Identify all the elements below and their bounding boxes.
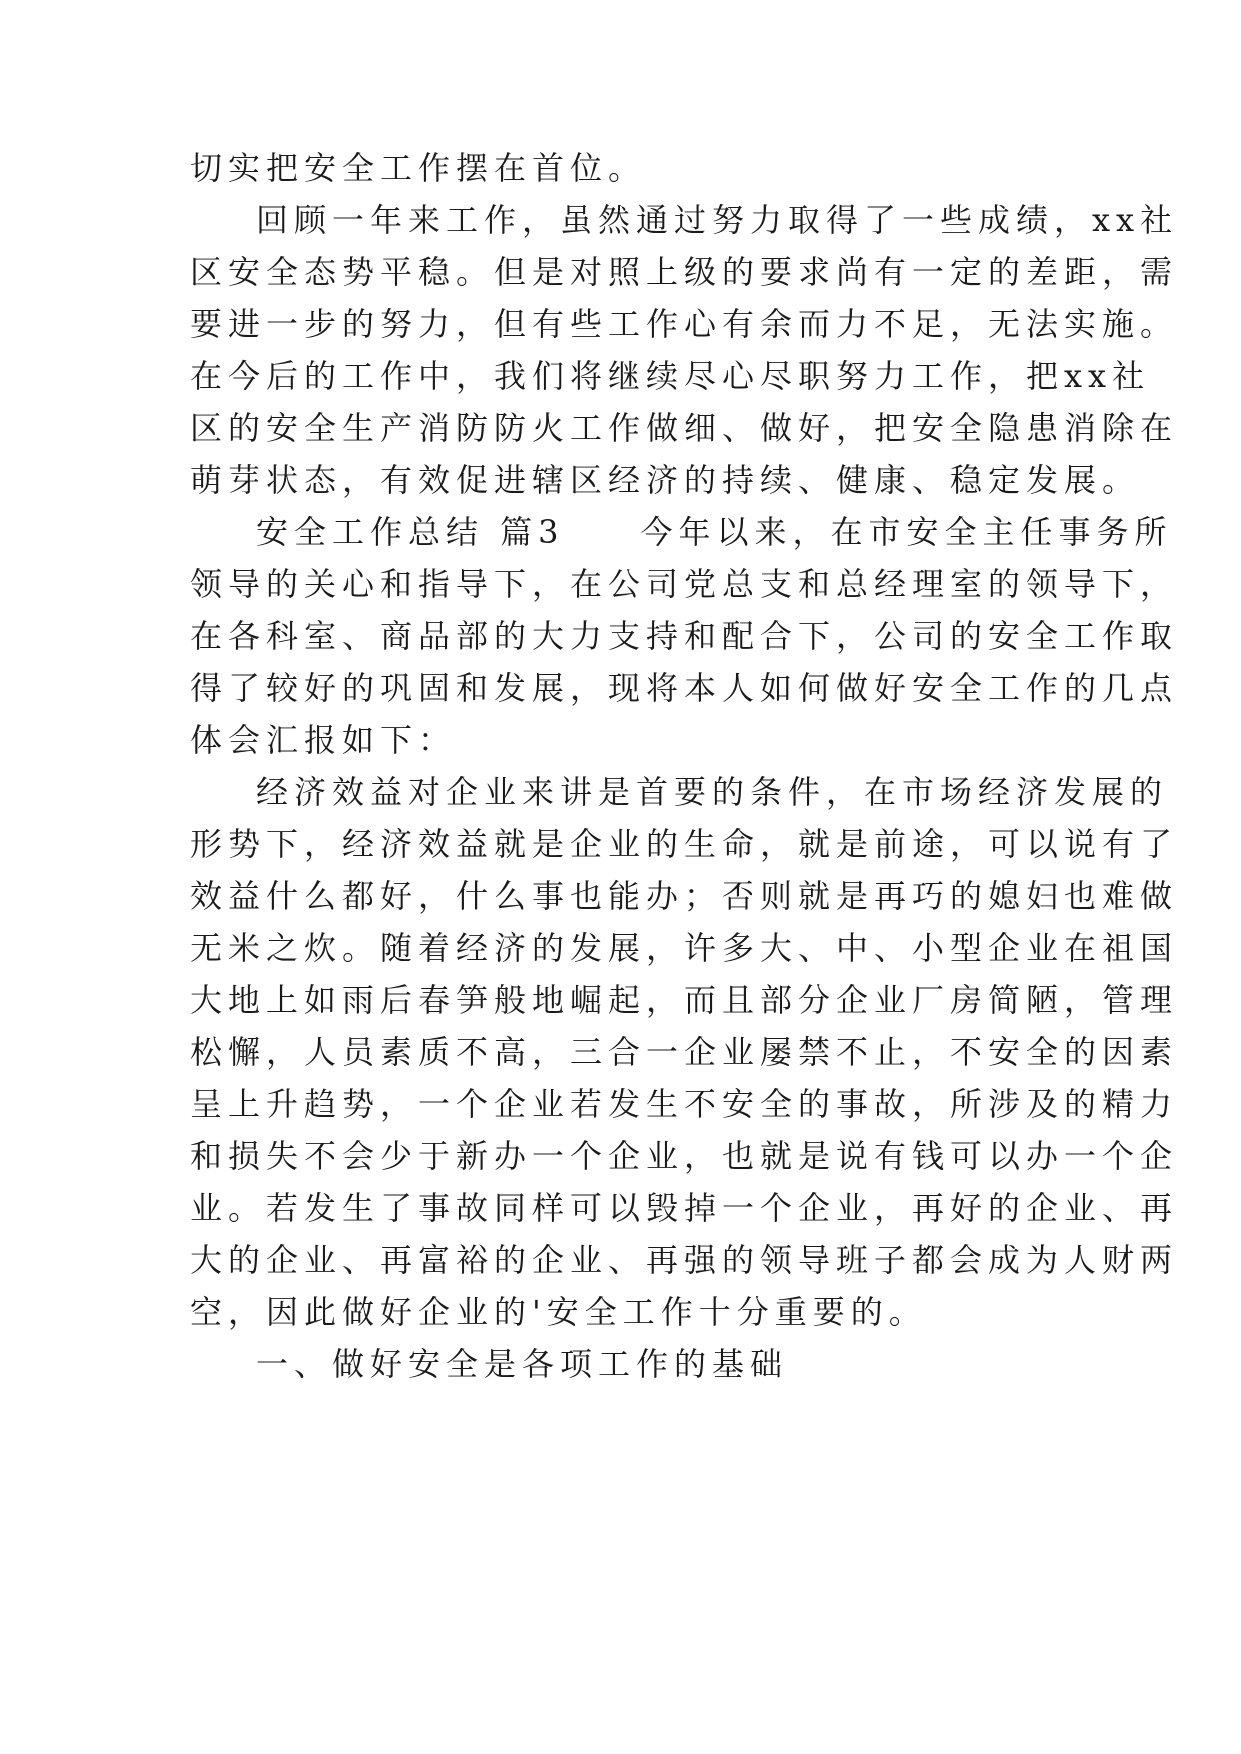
text-line: 体会汇报如下： <box>190 721 457 759</box>
text-line: 要进一步的努力，但有些工作心有余而力不足，无法实施。 <box>190 305 1179 343</box>
text-line: 得了较好的巩固和发展，现将本人如何做好安全工作的几点 <box>190 669 1179 707</box>
text-line: 松懈，人员素质不高，三合一企业屡禁不止，不安全的因素 <box>190 1033 1179 1071</box>
text-line: 和损失不会少于新办一个企业，也就是说有钱可以办一个企 <box>190 1137 1179 1175</box>
paragraph-start-line: 回顾一年来工作，虽然通过努力取得了一些成绩，xx社 <box>256 201 1179 239</box>
text-line: 效益什么都好，什么事也能办；否则就是再巧的媳妇也难做 <box>190 877 1179 915</box>
text-line: 领导的关心和指导下，在公司党总支和总经理室的领导下， <box>190 565 1179 603</box>
text-line: 大地上如雨后春笋般地崛起，而且部分企业厂房简陋，管理 <box>190 981 1179 1019</box>
text-line: 区安全态势平稳。但是对照上级的要求尚有一定的差距，需 <box>190 253 1179 291</box>
subheading-line: 一、做好安全是各项工作的基础 <box>256 1345 789 1383</box>
text-line: 在今后的工作中，我们将继续尽心尽职努力工作，把xx社 <box>190 357 1151 395</box>
text-line: 业。若发生了事故同样可以毁掉一个企业，再好的企业、再 <box>190 1189 1179 1227</box>
paragraph-start-line: 经济效益对企业来讲是首要的条件，在市场经济发展的 <box>256 773 1169 811</box>
text-line: 区的安全生产消防防火工作做细、做好，把安全隐患消除在 <box>190 409 1179 447</box>
text-line: 空，因此做好企业的'安全工作十分重要的。 <box>190 1293 927 1331</box>
text-line: 萌芽状态，有效促进辖区经济的持续、健康、稳定发展。 <box>190 461 1141 499</box>
text-line: 在各科室、商品部的大力支持和配合下，公司的安全工作取 <box>190 617 1179 655</box>
text-line: 形势下，经济效益就是企业的生命，就是前途，可以说有了 <box>190 825 1179 863</box>
text-line: 大的企业、再富裕的企业、再强的领导班子都会成为人财两 <box>190 1241 1179 1279</box>
text-line: 切实把安全工作摆在首位。 <box>190 149 647 187</box>
text-line: 无米之炊。随着经济的发展，许多大、中、小型企业在祖国 <box>190 929 1179 967</box>
section-heading-line: 安全工作总结 篇3 今年以来，在市安全主任事务所 <box>256 513 1173 551</box>
text-line: 呈上升趋势，一个企业若发生不安全的事故，所涉及的精力 <box>190 1085 1179 1123</box>
